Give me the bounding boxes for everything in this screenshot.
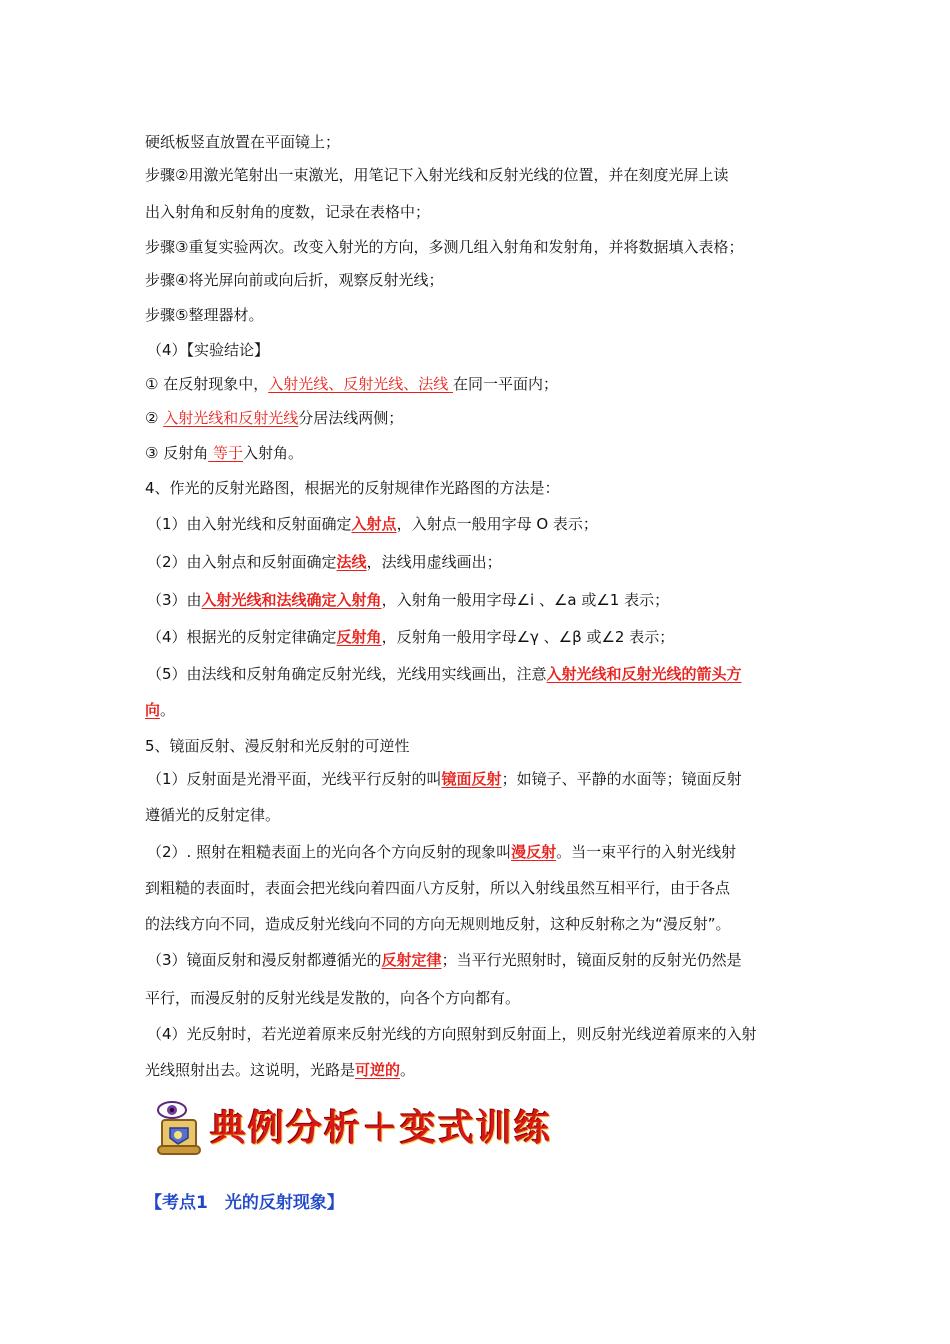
text-segment: ，入射点一般用字母 O 表示；: [396, 515, 598, 533]
section-banner: [148, 1098, 568, 1156]
text-line: [145, 914, 845, 934]
text-segment: 5、镜面反射、漫反射和光反射的可逆性: [145, 737, 410, 755]
text-line: [145, 165, 845, 185]
text-line: [145, 374, 845, 394]
text-segment: 4、作光的反射光路图，根据光的反射规律作光路图的方法是：: [145, 479, 560, 497]
highlighted-answer: 镜面反射: [441, 770, 502, 788]
text-segment: （1）由入射光线和反射面确定: [147, 515, 352, 533]
text-segment: （3）镜面反射和漫反射都遵循光的: [147, 951, 382, 969]
text-segment: （5）由法线和反射角确定反射光线，光线用实线画出，注意: [147, 665, 547, 683]
highlighted-answer: 等于: [208, 444, 243, 462]
text-segment: 步骤④将光屏向前或向后折，观察反射光线；: [145, 271, 444, 289]
text-line: [145, 202, 845, 222]
text-segment: （4）光反射时，若光逆着原来反射光线的方向照射到反射面上，则反射光线逆着原来的入射: [147, 1025, 757, 1043]
text-line: [145, 478, 845, 498]
text-segment: 在同一平面内；: [453, 375, 559, 393]
highlighted-answer: 入射点: [351, 515, 397, 533]
text-segment: ③ 反射角: [145, 444, 209, 462]
scroll-eye-icon: [148, 1098, 208, 1156]
highlighted-answer: 法线: [336, 553, 367, 571]
text-segment: （4）【实验结论】: [147, 341, 270, 359]
text-segment: 步骤③重复实验两次。改变入射光的方向，多测几组入射角和发射角，并将数据填入表格；: [145, 238, 744, 256]
text-line: [145, 443, 845, 463]
text-segment: 。: [400, 1061, 416, 1079]
highlighted-answer: 反射角: [336, 628, 382, 646]
highlighted-answer: 入射光线和法线确定入射角: [201, 591, 382, 609]
text-segment: 入射角。: [243, 444, 304, 462]
highlighted-answer: 漫反射: [511, 843, 557, 861]
text-line: [147, 769, 847, 789]
text-segment: 平行，而漫反射的反射光线是发散的，向各个方向都有。: [145, 989, 521, 1007]
highlighted-answer: 入射光线和反射光线: [163, 409, 299, 427]
text-segment: 光线照射出去。这说明，光路是: [145, 1061, 356, 1079]
section-title: 【考点1 光的反射现象】: [145, 1193, 344, 1213]
text-line: [147, 627, 847, 647]
text-segment: ，反射角一般用字母∠γ 、∠β 或∠2 表示；: [381, 628, 675, 646]
text-segment: （2）由入射点和反射面确定: [147, 553, 337, 571]
text-line: [147, 664, 847, 684]
banner-title: 典例分析＋变式训练: [210, 1107, 553, 1149]
highlighted-answer: 入射光线和反射光线的箭头方: [546, 665, 742, 683]
text-line: [147, 590, 847, 610]
text-segment: ；当平行光照射时，镜面反射的反射光仍然是: [441, 951, 742, 969]
text-segment: 硬纸板竖直放置在平面镜上；: [145, 133, 341, 151]
text-line: [147, 340, 847, 360]
text-segment: ① 在反射现象中，: [145, 375, 269, 393]
text-line: [147, 1024, 847, 1044]
text-segment: ；如镜子、平静的水面等；镜面反射: [501, 770, 742, 788]
text-line: [145, 237, 845, 257]
text-line: [145, 736, 845, 756]
text-line: [145, 878, 845, 898]
text-line: [147, 950, 847, 970]
text-line: [145, 408, 845, 428]
text-line: [145, 805, 845, 825]
text-segment: ②: [145, 409, 164, 427]
text-line: [145, 1060, 845, 1080]
text-segment: 的法线方向不同，造成反射光线向不同的方向无规则地反射，这种反射称之为“漫反射”。: [145, 915, 731, 933]
text-segment: 分居法线两侧；: [298, 409, 404, 427]
highlighted-answer: 向: [145, 701, 161, 719]
text-segment: （3）由: [147, 591, 202, 609]
text-line: [145, 132, 845, 152]
text-line: [147, 552, 847, 572]
text-segment: 遵循光的反射定律。: [145, 806, 281, 824]
text-segment: 。当一束平行的入射光线射: [556, 843, 737, 861]
text-segment: ，法线用虚线画出；: [366, 553, 502, 571]
highlighted-answer: 可逆的: [355, 1061, 401, 1079]
text-line: [145, 305, 845, 325]
text-line: [147, 514, 847, 534]
text-segment: ，入射角一般用字母∠i 、∠a 或∠1 表示；: [381, 591, 670, 609]
text-segment: （2）. 照射在粗糙表面上的光向各个方向反射的现象叫: [147, 843, 512, 861]
text-segment: 步骤⑤整理器材。: [145, 306, 264, 324]
text-line: [145, 270, 845, 290]
text-line: [145, 700, 845, 720]
text-line: [147, 842, 847, 862]
text-segment: 。: [160, 701, 176, 719]
highlighted-answer: 反射定律: [381, 951, 442, 969]
text-segment: （4）根据光的反射定律确定: [147, 628, 337, 646]
text-segment: （1）反射面是光滑平面，光线平行反射的叫: [147, 770, 442, 788]
text-segment: 出入射角和反射角的度数，记录在表格中；: [145, 203, 431, 221]
text-segment: 到粗糙的表面时，表面会把光线向着四面八方反射，所以入射线虽然互相平行，由于各点: [145, 879, 731, 897]
text-segment: 步骤②用激光笔射出一束激光，用笔记下入射光线和反射光线的位置，并在刻度光屏上读: [145, 166, 729, 184]
highlighted-answer: 入射光线、反射光线、法线: [268, 375, 453, 393]
text-line: [145, 988, 845, 1008]
